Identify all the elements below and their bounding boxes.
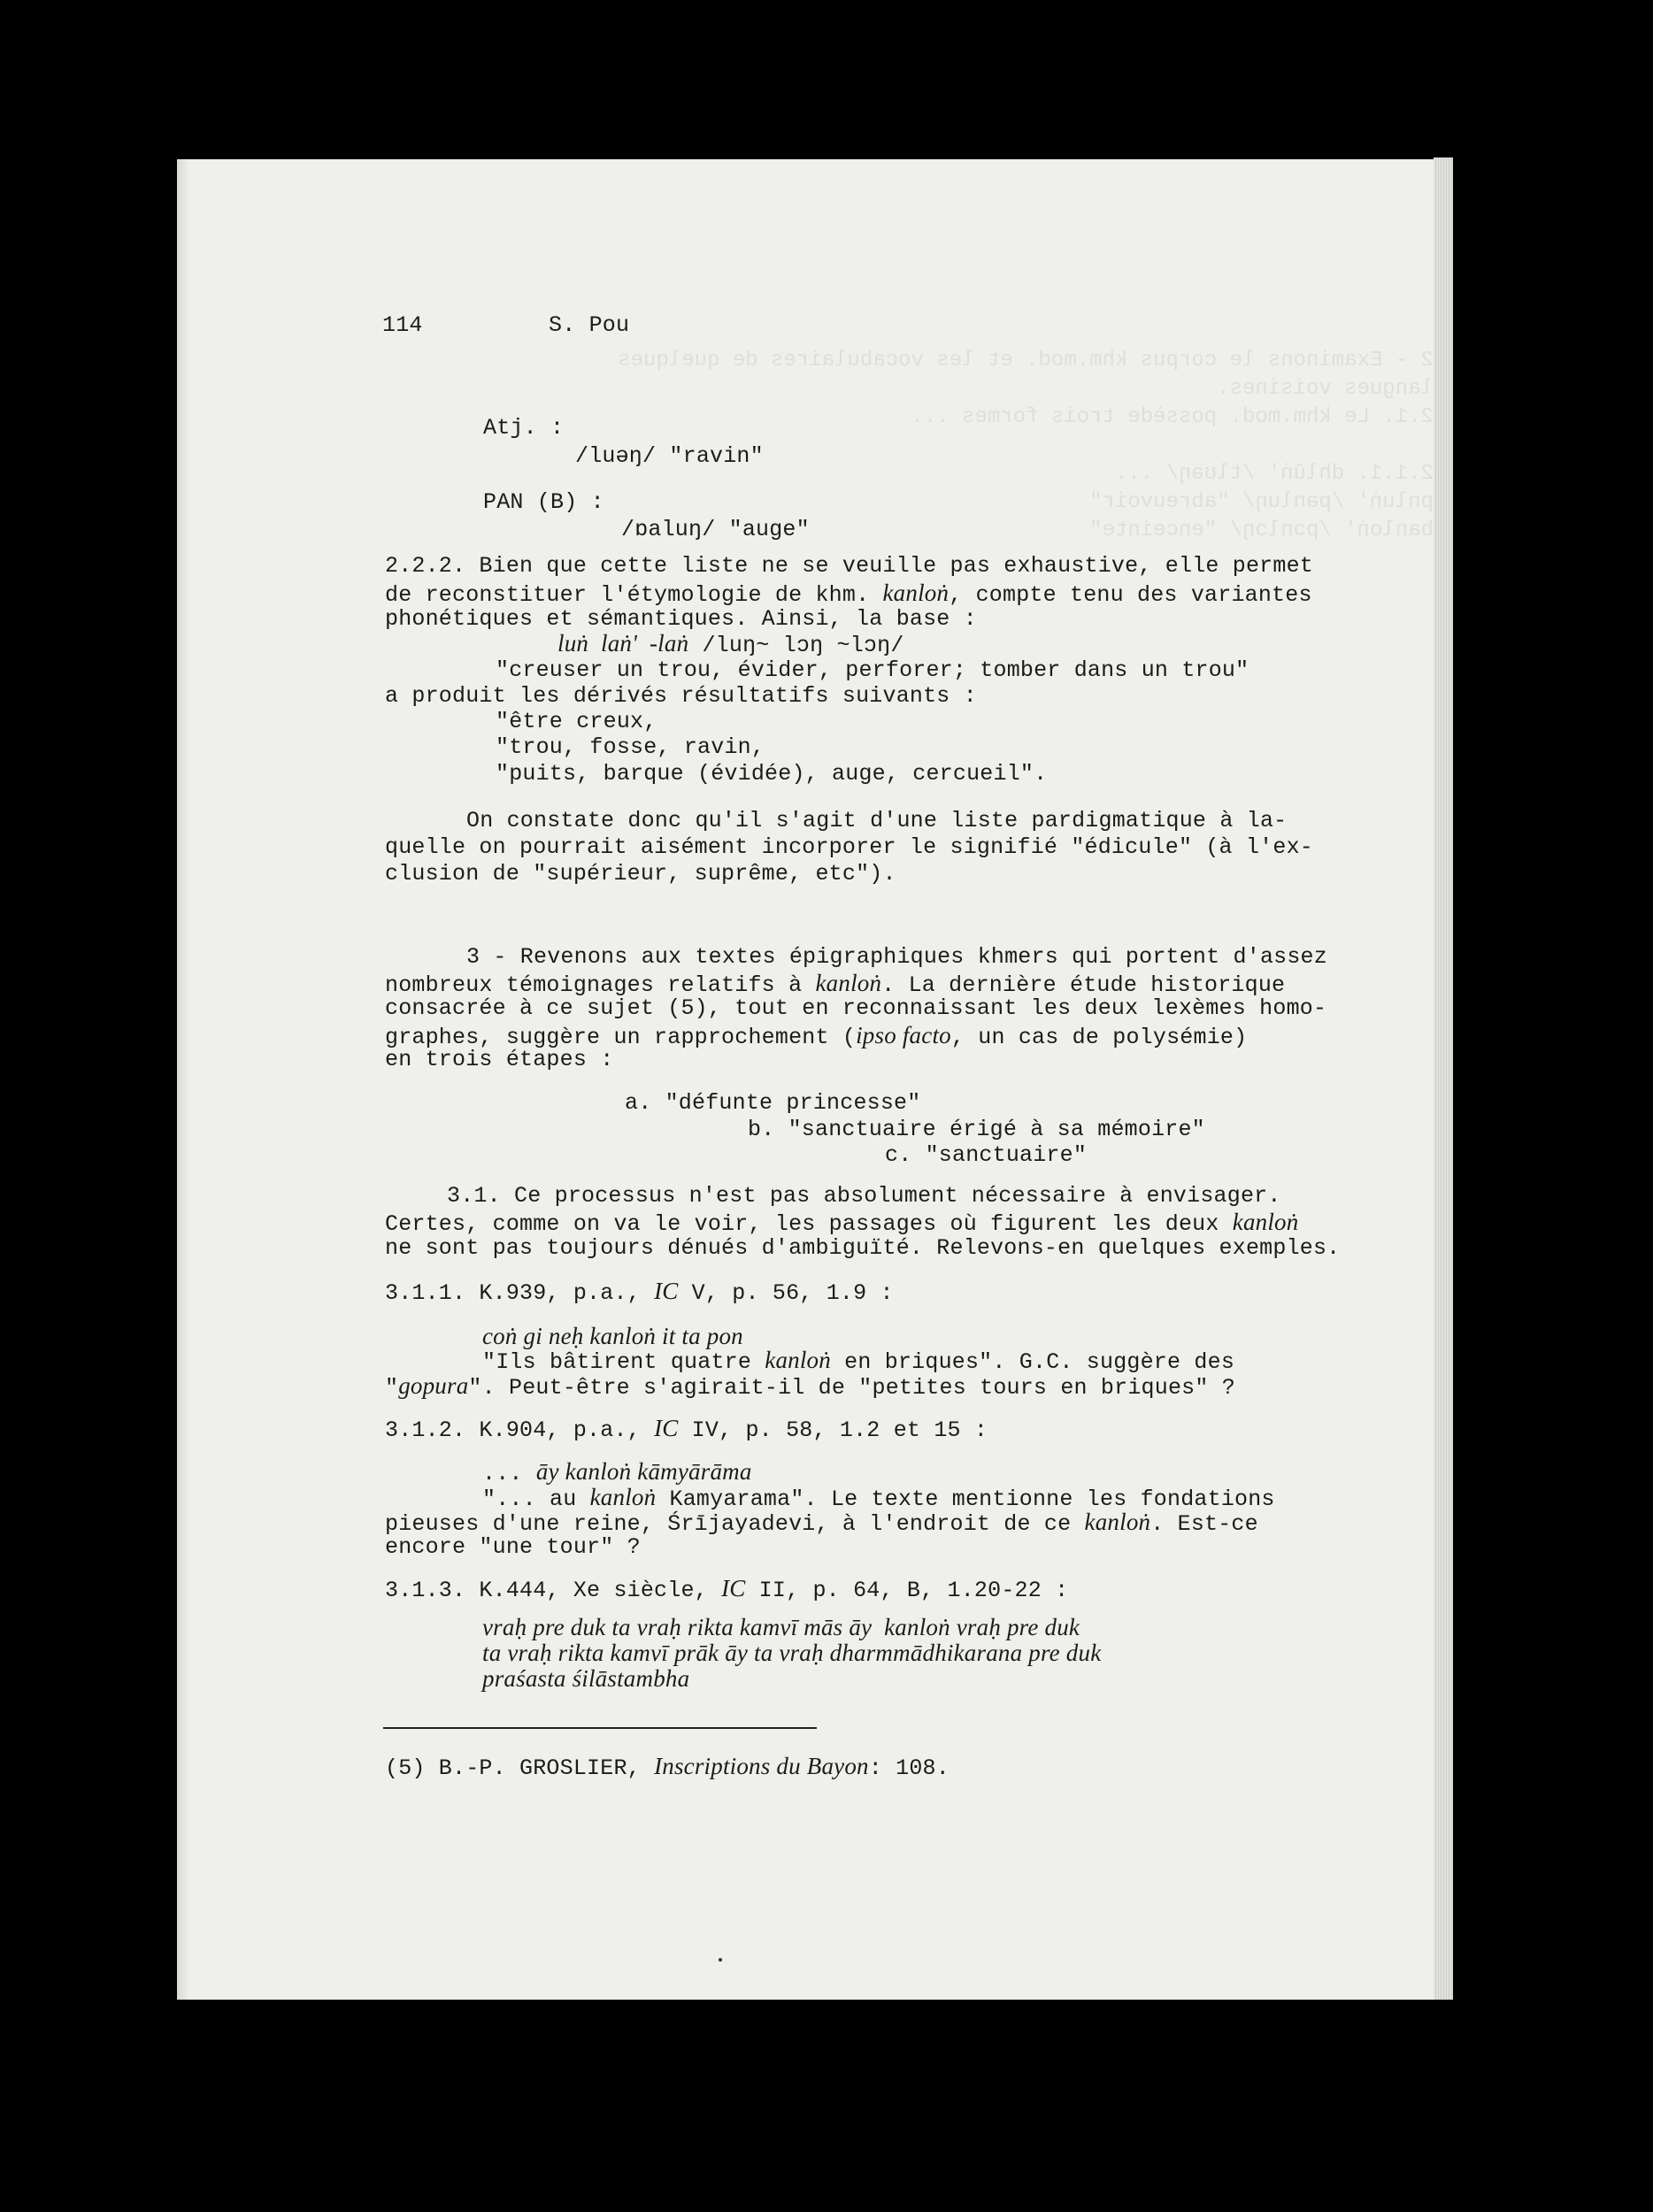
s3-line-3: consacrée à ce sujet (5), tout en reconnaissant les deux lexèmes homo- (385, 995, 1327, 1021)
pan-form: /ɒaluŋ/ "auge" (621, 517, 810, 542)
footnote-5: (5) B.-P. GROSLIER, Inscriptions du Bayon: 108. (385, 1753, 950, 1781)
s222-line-1: 2.2.2. Bien que cette liste ne se veuille pas exhaustive, elle permet (385, 553, 1313, 579)
s3-line-4: graphes, suggère un rapprochement (ipso facto, un cas de polysémie) (385, 1022, 1248, 1050)
s3-line-2: nombreux témoignages relatifs à kanloṅ. La dernière étude historique (385, 970, 1286, 998)
s222-line-3: phonétiques et sémantiques. Ainsi, la base : (385, 606, 977, 632)
stage-b: b. "sanctuaire érigé à sa mémoire" (748, 1117, 1205, 1142)
e312-text-1: "... au kanloṅ Kamyarama". Le texte mentionne les fondations (482, 1484, 1275, 1512)
para-1-line-2: quelle on pourrait aisément incorporer le signifié "édicule" (à l'ex- (385, 834, 1313, 860)
e313-reference: 3.1.3. K.444, Xe siècle, IC II, p. 64, B, 1.20-22 : (385, 1575, 1069, 1603)
e312-text-3: encore "une tour" ? (385, 1534, 641, 1560)
footnote-rule (383, 1727, 817, 1729)
page-left-edge (177, 159, 189, 2000)
s3-line-5: en trois étapes : (385, 1047, 614, 1072)
page-sheet (177, 159, 1451, 2000)
para-1-line-1: On constate donc qu'il s'agit d'une liste pardigmatique à la- (466, 808, 1288, 833)
e313-quote-2: ta vraḥ rikta kamvī prāk āy ta vraḥ dharmmādhikarana pre duk (482, 1640, 1102, 1666)
e312-quote: ... āy kanloṅ kāmyārāma (482, 1458, 752, 1486)
s31-line-2: Certes, comme on va le voir, les passages où figurent les deux kanloṅ (385, 1209, 1299, 1237)
e313-quote-1: vraḥ pre duk ta vraḥ rikta kamvī mās āy kanloṅ vraḥ pre duk (482, 1614, 1080, 1640)
s222-gloss: "creuser un trou, évider, perforer; tomber dans un trou" (496, 657, 1249, 683)
paper-speck (719, 1958, 722, 1962)
page-number: 114 (382, 312, 423, 338)
running-head-author: S. Pou (549, 312, 630, 338)
atj-label: Atj. : (483, 415, 565, 441)
derivative-1: "être creux, (496, 709, 657, 734)
e311-text-2: "gopura". Peut-être s'agirait-il de "petites tours en briques" ? (385, 1372, 1235, 1401)
s3-line-1: 3 - Revenons aux textes épigraphiques khmers qui portent d'assez (466, 944, 1327, 970)
pan-label: PAN (B) : (483, 489, 604, 515)
derivative-2: "trou, fosse, ravin, (496, 734, 765, 760)
derivative-3: "puits, barque (évidée), auge, cercueil". (496, 761, 1048, 787)
atj-form: /luəŋ/ "ravin" (575, 443, 764, 469)
para-1-line-3: clusion de "supérieur, suprême, etc"). (385, 861, 896, 887)
e312-text-2: pieuses d'une reine, Śrījayadevi, à l'endroit de ce kanloṅ. Est-ce (385, 1509, 1258, 1537)
page-fore-edge (1434, 157, 1453, 2000)
e313-quote-3: praśasta śilāstambha (482, 1665, 690, 1692)
s31-line-3: ne sont pas toujours dénués d'ambiguïté. Relevons-en quelques exemples. (385, 1235, 1341, 1261)
term-kanlon: kanloṅ (882, 580, 950, 606)
e311-text-1: "Ils bâtirent quatre kanloṅ en briques". G.C. suggère des (482, 1347, 1235, 1375)
s31-line-1: 3.1. Ce processus n'est pas absolument nécessaire à envisager. (447, 1183, 1281, 1209)
stage-a: a. "défunte princesse" (625, 1090, 921, 1116)
s222-line-2: de reconstituer l'étymologie de khm. kanloṅ, compte tenu des variantes (385, 580, 1312, 608)
base-forms: luṅ laṅ' -laṅ /luŋ~ lɔŋ ~lɔŋ/ (557, 630, 904, 658)
s222-line-6: a produit les dérivés résultatifs suivants : (385, 683, 977, 709)
e312-reference: 3.1.2. K.904, p.a., IC IV, p. 58, 1.2 et 15 : (385, 1415, 988, 1443)
stage-c: c. "sanctuaire" (885, 1142, 1088, 1168)
e311-reference: 3.1.1. K.939, p.a., IC V, p. 56, 1.9 : (385, 1278, 894, 1306)
e311-quote: coṅ gi neḥ kanloṅ it ta pon (482, 1323, 743, 1349)
